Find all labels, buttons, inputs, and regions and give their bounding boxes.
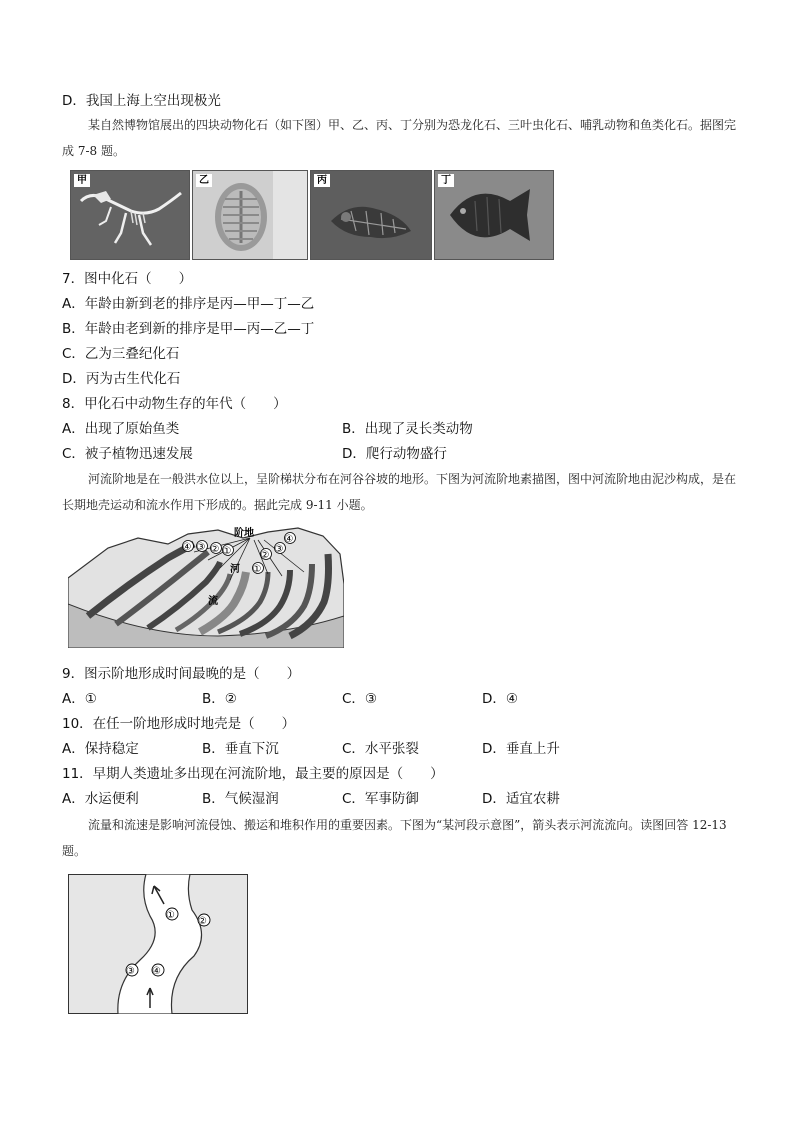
q7-option-a: A．年龄由新到老的排序是丙—甲—丁—乙 (62, 296, 315, 312)
q11-option-a: A．水运便利 (62, 791, 139, 807)
terrace-label-river: 河 (230, 564, 240, 575)
river-marker-3: ③ (126, 966, 135, 977)
fossil-image-jia (70, 170, 190, 260)
q7-option-b: B．年龄由老到新的排序是甲—丙—乙—丁 (62, 321, 315, 337)
q7-option-d: D．丙为古生代化石 (62, 371, 181, 387)
fossil-label-bing: 丙 (314, 174, 330, 187)
q10-stem: 10．在任一阶地形成时地壳是（ ） (62, 716, 296, 732)
terrace-marker-1-left: ① (222, 546, 232, 557)
q8-option-b: B．出现了灵长类动物 (342, 421, 473, 437)
q8-stem: 8．甲化石中动物生存的年代（ ） (62, 396, 287, 412)
terrace-label-title: 阶地 (234, 528, 254, 539)
passage-7-8-text: 某自然博物馆展出的四块动物化石（如下图）甲、乙、丙、丁分别为恐龙化石、三叶虫化石、哺乳动物和鱼类化石。据图完成 7-8 题。 (62, 118, 737, 158)
q10-option-a: A．保持稳定 (62, 741, 139, 757)
terrace-label-flow: 流 (208, 596, 218, 607)
q11-options-row (62, 790, 622, 808)
q8-options-row-2 (62, 445, 522, 463)
terrace-diagram (68, 524, 344, 648)
q6-option-d: D．我国上海上空出现极光 (62, 93, 221, 109)
q11-option-b: B．气候湿润 (202, 791, 279, 807)
terrace-marker-2-left: ② (210, 544, 220, 555)
passage-12-13-text: 流量和流速是影响河流侵蚀、搬运和堆积作用的重要因素。下图为“某河段示意图”，箭头表示河流流向。读图回答 12-13 题。 (62, 818, 727, 858)
q10-option-d: D．垂直上升 (482, 741, 560, 757)
river-marker-1: ① (166, 910, 175, 921)
q11-option-d: D．适宜农耕 (482, 791, 560, 807)
fossil-label-jia: 甲 (74, 174, 90, 187)
fossil-label-ding: 丁 (438, 174, 454, 187)
terrace-marker-1-right: ① (252, 564, 262, 575)
q11-option-c: C．军事防御 (342, 791, 419, 807)
terrace-marker-4-left: ④ (182, 542, 192, 553)
river-marker-2: ② (198, 916, 207, 927)
river-marker-4: ④ (152, 966, 161, 977)
q7-option-c: C．乙为三叠纪化石 (62, 346, 180, 362)
passage-7-8 (62, 112, 742, 164)
terrace-marker-3-left: ③ (196, 542, 206, 553)
q8-option-c: C．被子植物迅速发展 (62, 446, 193, 462)
passage-9-11 (62, 466, 742, 518)
passage-9-11-text: 河流阶地是在一般洪水位以上，呈阶梯状分布在河谷谷坡的地形。下图为河流阶地素描图，图中河流阶地由泥沙构成，是在长期地壳运动和流水作用下形成的。据此完成 9-11 小题。 (62, 472, 737, 512)
q7-stem: 7．图中化石（ ） (62, 271, 193, 287)
terrace-marker-3-right: ③ (274, 544, 284, 555)
q8-option-a: A．出现了原始鱼类 (62, 421, 180, 437)
fossil-label-yi: 乙 (196, 174, 212, 187)
q8-option-d: D．爬行动物盛行 (342, 446, 447, 462)
q11-stem: 11．早期人类遗址多出现在河流阶地，最主要的原因是（ ） (62, 766, 444, 782)
q9-stem: 9．图示阶地形成时间最晚的是（ ） (62, 666, 301, 682)
q10-option-b: B．垂直下沉 (202, 741, 279, 757)
fossil-image-yi (192, 170, 308, 260)
fossil-image-bing (310, 170, 432, 260)
q9-option-d: D．④ (482, 691, 518, 707)
q10-options-row (62, 740, 622, 758)
q9-option-a: A．① (62, 691, 97, 707)
q9-options-row (62, 690, 622, 708)
terrace-marker-2-right: ② (260, 550, 270, 561)
river-section-diagram (68, 874, 248, 1014)
terrace-marker-4-right: ④ (284, 534, 294, 545)
fossil-image-ding (434, 170, 554, 260)
passage-12-13 (62, 812, 742, 864)
q9-option-c: C．③ (342, 691, 378, 707)
q9-option-b: B．② (202, 691, 237, 707)
q8-options-row-1 (62, 420, 522, 438)
q10-option-c: C．水平张裂 (342, 741, 419, 757)
